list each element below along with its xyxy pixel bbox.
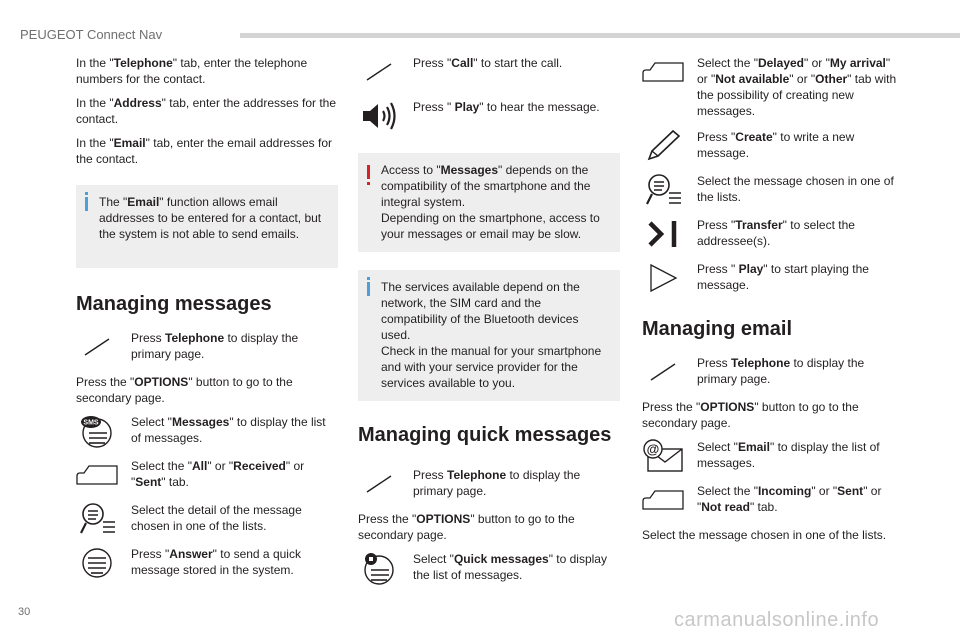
column-2 <box>358 55 620 595</box>
sms-list-icon <box>76 414 118 448</box>
select-message-row: Select the message chosen in one of the lists. <box>642 173 904 207</box>
pen-icon <box>642 355 684 389</box>
select-messages-row: SMS Select "Messages" to display the list of messages. <box>76 414 338 448</box>
press-play-row: Press " Play" to start playing the message. <box>642 261 904 295</box>
press-play-row: Press " Play" to hear the message. <box>358 99 620 133</box>
managing-messages-heading: Managing messages <box>76 293 272 315</box>
pen-icon <box>358 55 400 89</box>
column-1 <box>76 55 338 590</box>
list-magnifier-icon <box>642 173 684 207</box>
press-answer-row: Press "Answer" to send a quick message stored in the system. <box>76 546 338 580</box>
quick-message-list-icon <box>358 551 400 585</box>
warning-icon <box>367 165 370 179</box>
pen-icon <box>76 330 118 364</box>
telephone-tab-paragraph: In the "Telephone" tab, enter the telephone numbers for the contact. <box>76 56 308 86</box>
press-create-row: Press "Create" to write a new message. <box>642 129 904 163</box>
select-message-paragraph: Select the message chosen in one of the lists. <box>642 528 887 542</box>
press-telephone-row: Press Telephone to display the primary page. <box>642 355 904 389</box>
select-incoming-row: Select the "Incoming" or "Sent" or "Not read" tab. <box>642 483 904 517</box>
page-number: 30 <box>18 606 31 618</box>
tab-icon <box>76 458 118 492</box>
press-telephone-row: Press Telephone to display the primary page. <box>358 467 620 501</box>
sms-badge-text: SMS <box>83 419 99 427</box>
play-icon <box>642 261 684 295</box>
info-icon <box>85 197 88 211</box>
email-info-note: The "Email" function allows email addresses to be entered for a contact, but the system is not able to send emails. <box>76 185 338 268</box>
select-quick-messages-row: Select "Quick messages" to display the list of messages. <box>358 551 620 585</box>
tab-icon <box>642 483 684 517</box>
select-delayed-row: Select the "Delayed" or "My arrival" or "Not available" or "Other" tab with the possibility of creating new messages. <box>642 55 904 119</box>
pen-icon <box>358 467 400 501</box>
select-detail-row: Select the detail of the message chosen in one of the lists. <box>76 502 338 536</box>
running-header: PEUGEOT Connect Nav <box>20 27 163 42</box>
press-telephone-row: Press Telephone to display the primary page. <box>76 330 338 364</box>
column-3 <box>642 55 904 551</box>
options-paragraph: Press the "OPTIONS" button to go to the secondary page. <box>642 400 859 430</box>
managing-quick-messages-heading: Managing quick messages <box>358 424 612 446</box>
managing-email-heading: Managing email <box>642 318 793 340</box>
info-icon <box>367 282 370 296</box>
select-email-row: @ Select "Email" to display the list of messages. <box>642 439 904 473</box>
messages-warning-note: Access to "Messages" depends on the compatibility of the smartphone and the integral system. Depending on the smartphone, access to your messages or email may be slow. <box>358 153 620 252</box>
services-info-note: The services available depend on the network, the SIM card and the compatibility of the Bluetooth devices used. Check in the manual for your smartphone and with your service provider for the services available to you. <box>358 270 620 401</box>
pencil-icon <box>642 129 684 163</box>
press-transfer-row: Press "Transfer" to select the addressee(s). <box>642 217 904 251</box>
select-tab-row: Select the "All" or "Received" or "Sent" tab. <box>76 458 338 492</box>
at-sign-text: @ <box>646 441 660 457</box>
transfer-icon <box>642 217 684 251</box>
email-tab-paragraph: In the "Email" tab, enter the email addresses for the contact. <box>76 136 332 166</box>
options-paragraph: Press the "OPTIONS" button to go to the secondary page. <box>76 375 293 405</box>
press-call-row: Press "Call" to start the call. <box>358 55 620 89</box>
speaker-icon <box>358 99 400 133</box>
list-magnifier-icon <box>76 502 118 536</box>
watermark: carmanualsonline.info <box>674 609 880 631</box>
address-tab-paragraph: In the "Address" tab, enter the addresses for the contact. <box>76 96 337 126</box>
options-paragraph: Press the "OPTIONS" button to go to the secondary page. <box>358 512 575 542</box>
tab-icon <box>642 55 684 89</box>
message-list-icon <box>76 546 118 580</box>
header-bar <box>240 33 960 38</box>
email-envelope-icon <box>642 439 684 473</box>
